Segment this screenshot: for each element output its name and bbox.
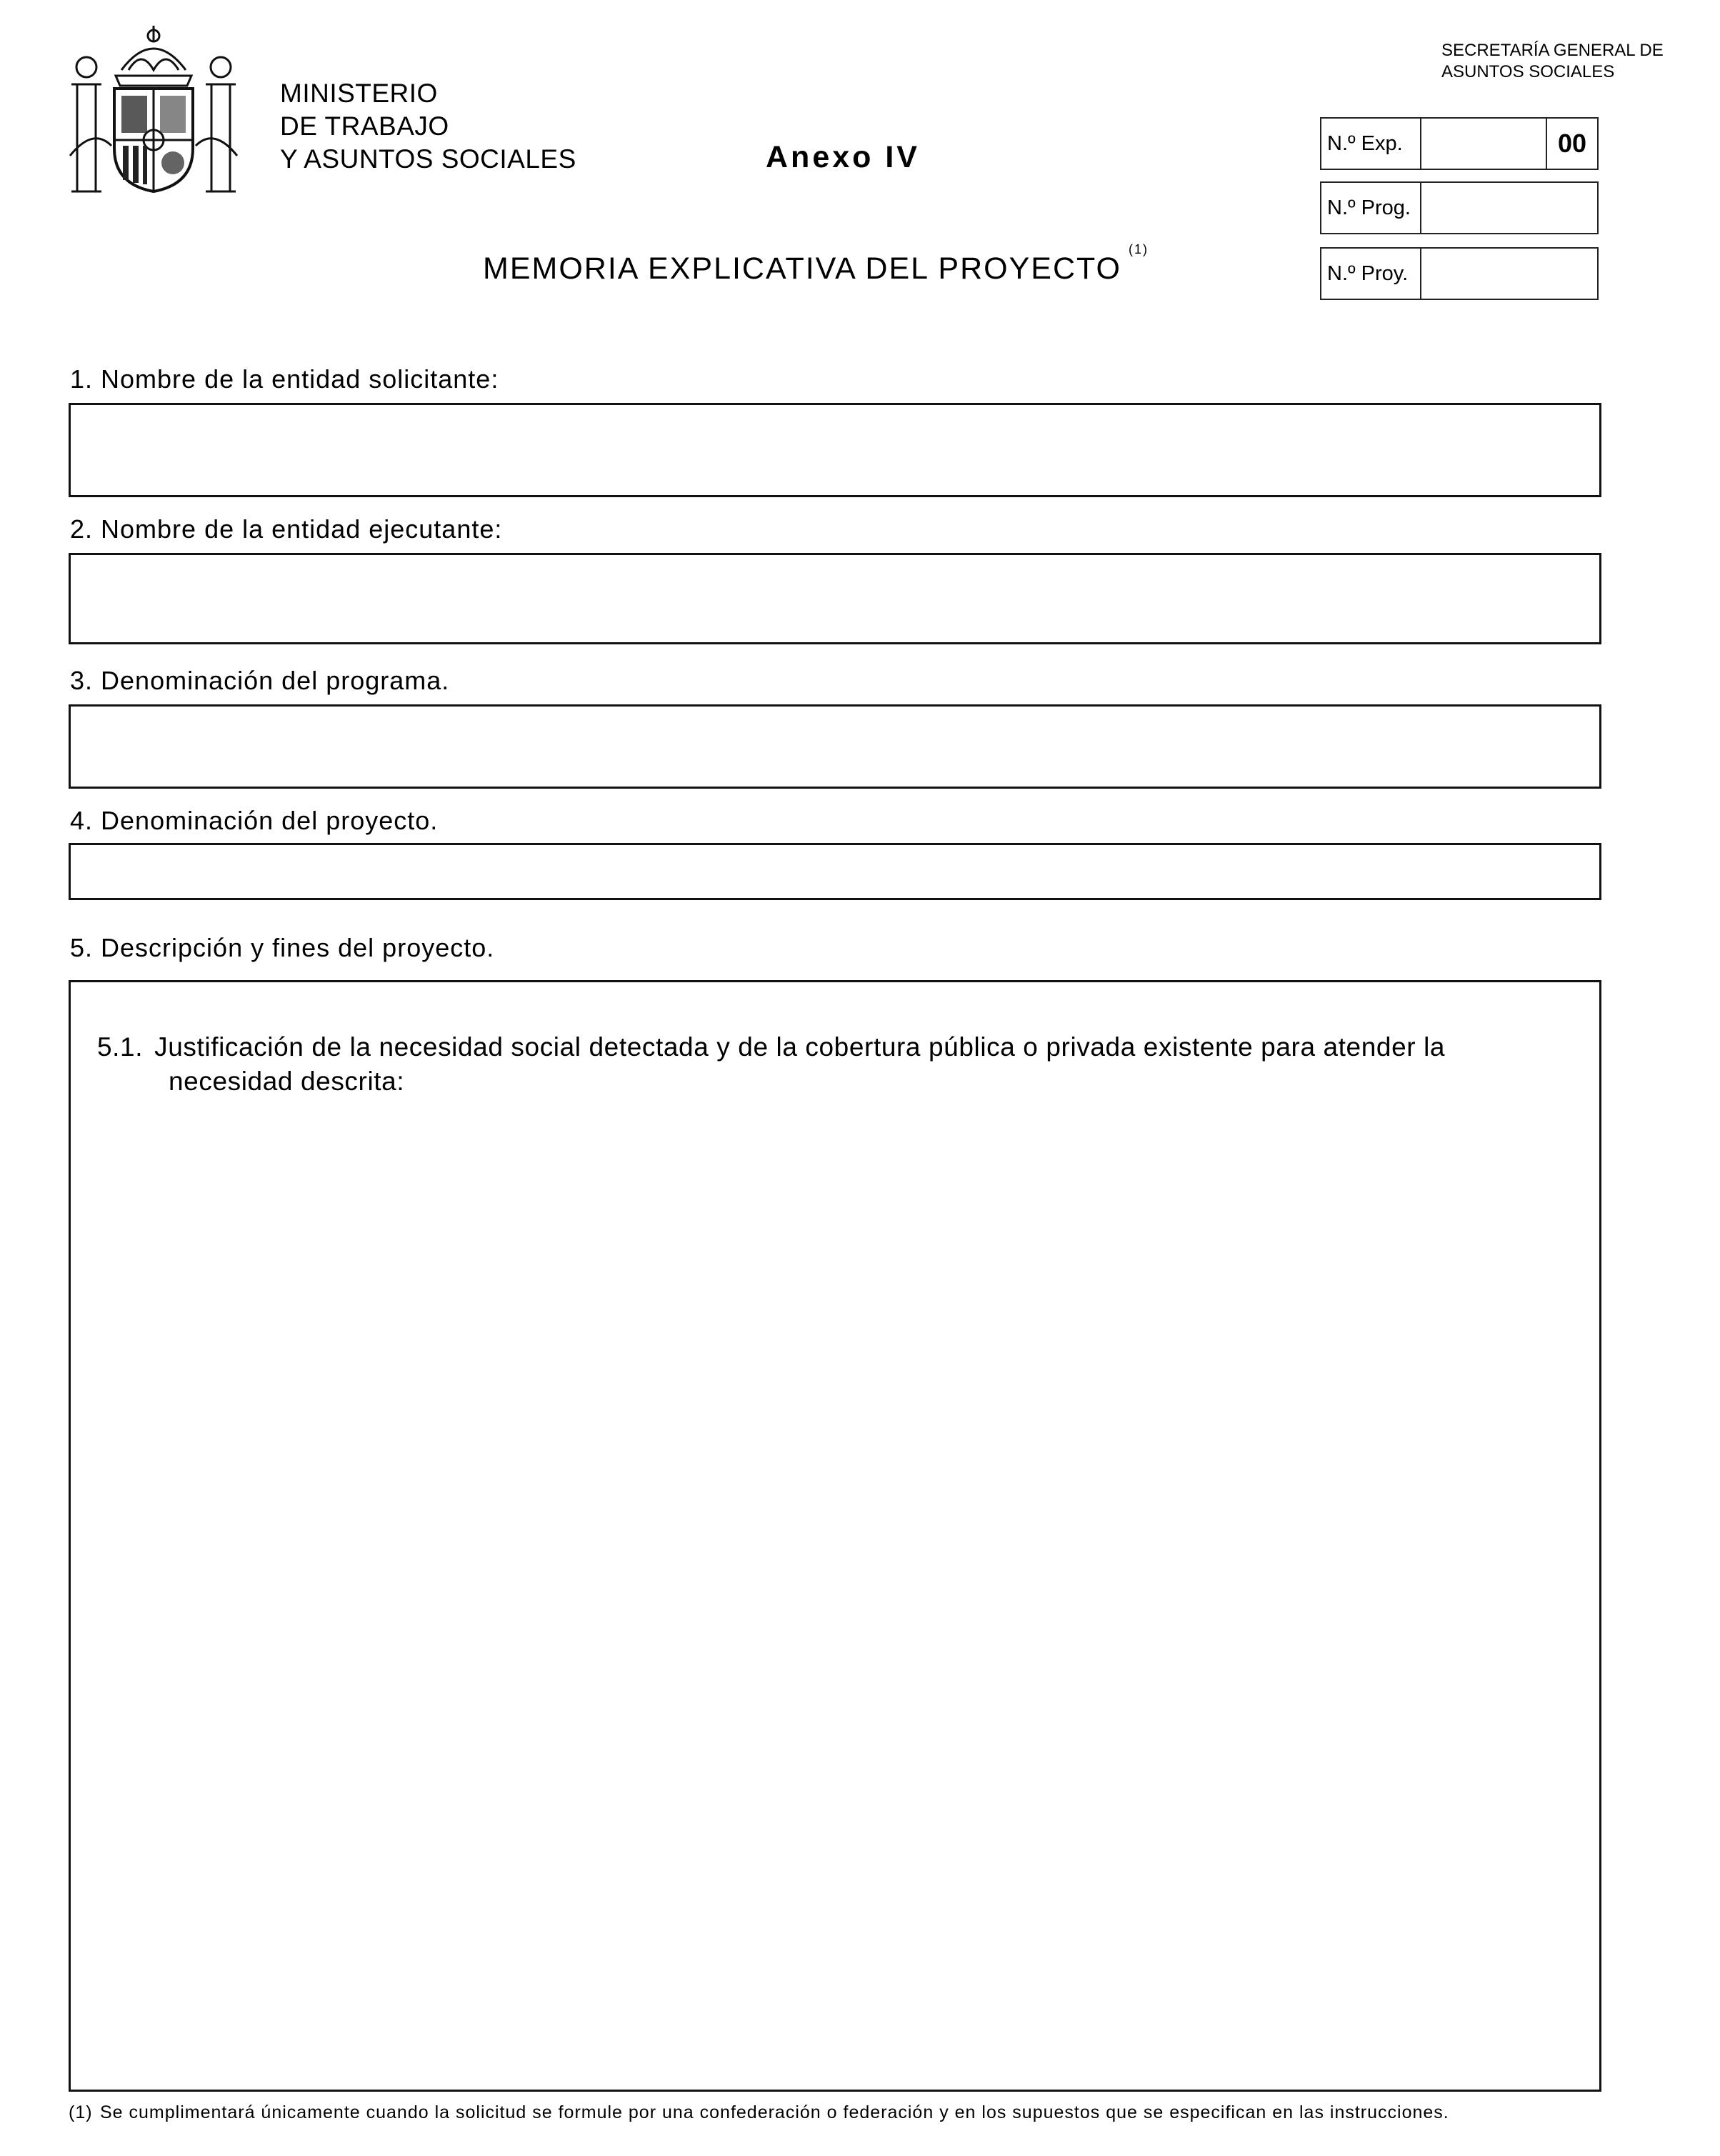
applicant-entity-field[interactable] xyxy=(69,403,1601,497)
section-5-1-text: Justificación de la necesidad social detectada y de la cobertura pública o privada existente para atender la necesidad descrita: xyxy=(154,1032,1446,1096)
project-name-field[interactable] xyxy=(69,843,1601,900)
proy-number-field[interactable] xyxy=(1421,249,1597,299)
prog-number-label: N.º Prog. xyxy=(1321,183,1421,233)
project-description-field[interactable] xyxy=(69,980,1601,2092)
title-footnote-ref: (1) xyxy=(1128,241,1149,256)
ministry-name xyxy=(280,77,576,176)
footnote-number: (1) xyxy=(69,2102,93,2122)
section-1-label: 1. Nombre de la entidad solicitante: xyxy=(70,364,499,394)
exp-number-suffix: 00 xyxy=(1546,119,1597,169)
ministry-line-3: Y ASUNTOS SOCIALES xyxy=(280,144,576,174)
document-title-text: MEMORIA EXPLICATIVA DEL PROYECTO xyxy=(483,251,1121,286)
proy-number-box xyxy=(1320,247,1599,300)
ministry-line-1: MINISTERIO xyxy=(280,79,438,108)
secretaria-line-2: ASUNTOS SOCIALES xyxy=(1441,62,1615,81)
annex-title: Anexo IV xyxy=(766,140,920,174)
proy-number-label: N.º Proy. xyxy=(1321,249,1421,299)
document-title xyxy=(483,241,1149,286)
secretaria-label xyxy=(1441,40,1664,83)
section-5-1-number: 5.1. xyxy=(97,1032,144,1062)
coat-of-arms-logo xyxy=(64,20,243,197)
program-name-field[interactable] xyxy=(69,704,1601,789)
section-5-label: 5. Descripción y fines del proyecto. xyxy=(70,933,495,962)
footnote-text: Se cumplimentará únicamente cuando la solicitud se formule por una confederación o federación y en los supuestos que se especifican en las instrucciones. xyxy=(100,2102,1449,2122)
section-5-1-label xyxy=(97,1030,1569,1099)
prog-number-box xyxy=(1320,181,1599,234)
prog-number-field[interactable] xyxy=(1421,183,1597,233)
section-3-label: 3. Denominación del programa. xyxy=(70,666,450,695)
footnote xyxy=(69,2100,1597,2125)
exp-number-label: N.º Exp. xyxy=(1321,119,1421,169)
executing-entity-field[interactable] xyxy=(69,553,1601,644)
ministry-line-2: DE TRABAJO xyxy=(280,111,449,141)
secretaria-line-1: SECRETARÍA GENERAL DE xyxy=(1441,41,1664,60)
section-2-label: 2. Nombre de la entidad ejecutante: xyxy=(70,514,503,544)
exp-number-box xyxy=(1320,117,1599,170)
section-4-label: 4. Denominación del proyecto. xyxy=(70,806,439,835)
exp-number-field[interactable] xyxy=(1421,119,1546,169)
